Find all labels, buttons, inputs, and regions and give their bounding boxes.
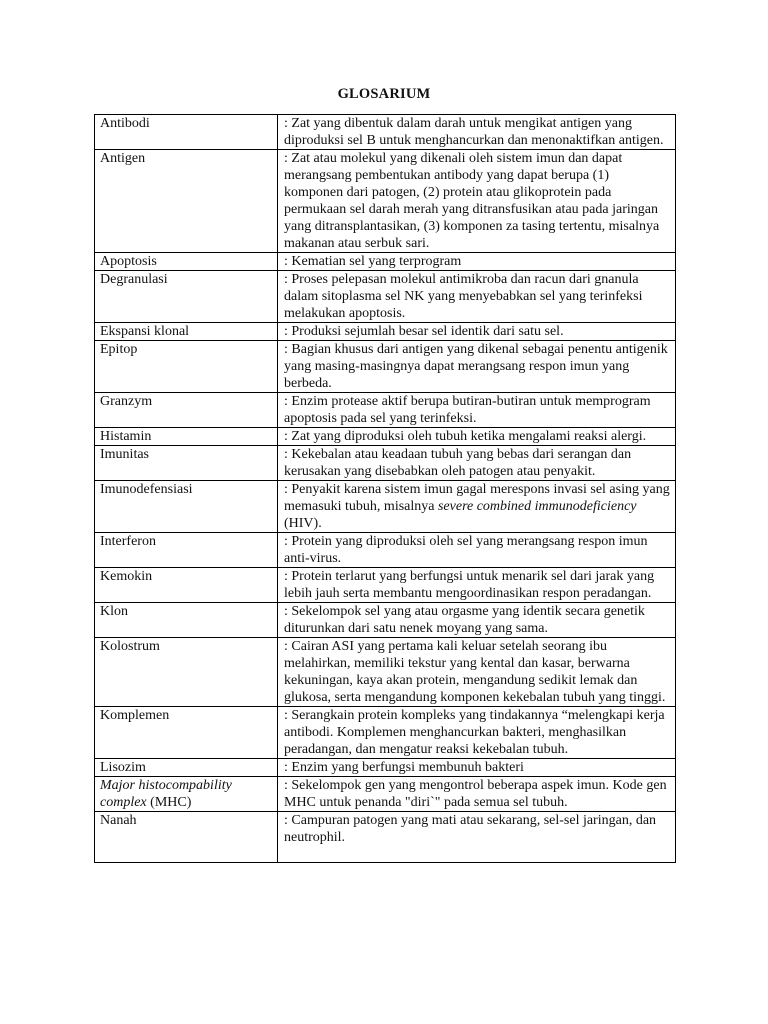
- glossary-definition: : Enzim yang berfungsi membunuh bakteri: [278, 759, 676, 777]
- glossary-term: [95, 777, 278, 812]
- glossary-term: Klon: [95, 603, 278, 638]
- glossary-term: Histamin: [95, 428, 278, 446]
- glossary-term: Antigen: [95, 150, 278, 253]
- glossary-term: Kolostrum: [95, 638, 278, 707]
- glossary-row: [95, 393, 676, 428]
- glossary-definition-part: (HIV).: [284, 516, 322, 531]
- glossary-table: [94, 114, 676, 863]
- glossary-term: Ekspansi klonal: [95, 323, 278, 341]
- glossary-definition-part: severe combined immunodeficiency: [437, 499, 637, 514]
- glossary-term-part: (MHC): [146, 795, 192, 810]
- glossary-row: [95, 568, 676, 603]
- glossary-row: [95, 341, 676, 393]
- glossary-definition: : Enzim protease aktif berupa butiran-butiran untuk memprogram apoptosis pada sel yang terinfeksi.: [278, 393, 676, 428]
- glossary-definition: : Sekelompok gen yang mengontrol beberapa aspek imun. Kode gen MHC untuk penanda "diri`" pada semua sel tubuh.: [278, 777, 676, 812]
- glossary-definition: : Bagian khusus dari antigen yang dikenal sebagai penentu antigenik yang masing-masingnya dapat merangsang respon imun yang berbeda.: [278, 341, 676, 393]
- glossary-row: [95, 446, 676, 481]
- glossary-row: [95, 271, 676, 323]
- glossary-row: [95, 638, 676, 707]
- glossary-definition: : Zat yang dibentuk dalam darah untuk mengikat antigen yang diproduksi sel B untuk menghancurkan dan menonaktifkan antigen.: [278, 115, 676, 150]
- glossary-term: Imunitas: [95, 446, 278, 481]
- glossary-definition: : Cairan ASI yang pertama kali keluar setelah seorang ibu melahirkan, memiliki tekstur yang kental dan kasar, berwarna kekuningan, kaya akan protein, mengandung sedikit lemak dan glukosa, serta mengandung komponen kekebalan tubuh yang tinggi.: [278, 638, 676, 707]
- glossary-term: Nanah: [95, 812, 278, 863]
- glossary-term: Kemokin: [95, 568, 278, 603]
- glossary-definition: : Zat yang diproduksi oleh tubuh ketika mengalami reaksi alergi.: [278, 428, 676, 446]
- glossary-definition: : Kekebalan atau keadaan tubuh yang bebas dari serangan dan kerusakan yang disebabkan oleh patogen atau penyakit.: [278, 446, 676, 481]
- glossary-term: Apoptosis: [95, 253, 278, 271]
- glossary-definition: : Campuran patogen yang mati atau sekarang, sel-sel jaringan, dan neutrophil.: [278, 812, 676, 863]
- glossary-row: [95, 481, 676, 533]
- glossary-term-part: Major histocompability complex: [100, 778, 232, 810]
- glossary-term: Antibodi: [95, 115, 278, 150]
- glossary-row: [95, 759, 676, 777]
- glossary-row: [95, 603, 676, 638]
- glossary-row: [95, 150, 676, 253]
- glossary-row: [95, 812, 676, 863]
- glossary-row: [95, 115, 676, 150]
- page-title: GLOSARIUM: [337, 86, 431, 102]
- glossary-term: Epitop: [95, 341, 278, 393]
- glossary-term: Komplemen: [95, 707, 278, 759]
- glossary-term: Degranulasi: [95, 271, 278, 323]
- glossary-definition: : Produksi sejumlah besar sel identik dari satu sel.: [278, 323, 676, 341]
- glossary-row: [95, 323, 676, 341]
- glossary-definition: : Zat atau molekul yang dikenali oleh sistem imun dan dapat merangsang pembentukan antibody yang dapat berupa (1) komponen dari patogen, (2) protein atau glikoprotein pada permukaan sel darah merah yang ditransfusikan atau pada jaringan yang ditransplantasikan, (3) komponen za tasing tertentu, misalnya makanan atau serbuk sari.: [278, 150, 676, 253]
- glossary-row: [95, 428, 676, 446]
- glossary-definition: : Proses pelepasan molekul antimikroba dan racun dari gnanula dalam sitoplasma sel NK yang menyebabkan sel yang terinfeksi melakukan apoptosis.: [278, 271, 676, 323]
- glossary-definition: [278, 481, 676, 533]
- glossary-row: [95, 533, 676, 568]
- glossary-table-body: [95, 115, 676, 863]
- glossary-row: [95, 253, 676, 271]
- glossary-row: [95, 777, 676, 812]
- glossary-term: Imunodefensiasi: [95, 481, 278, 533]
- glossary-definition: : Kematian sel yang terprogram: [278, 253, 676, 271]
- glossary-row: [95, 707, 676, 759]
- glossary-definition: : Sekelompok sel yang atau orgasme yang identik secara genetik diturunkan dari satu nenek moyang yang sama.: [278, 603, 676, 638]
- glossary-term: Interferon: [95, 533, 278, 568]
- glossary-term: Lisozim: [95, 759, 278, 777]
- glossary-definition-part: : Penyakit karena sistem imun gagal merespons invasi sel asing yang memasuki tubuh, misalnya: [284, 482, 670, 514]
- glossary-term: Granzym: [95, 393, 278, 428]
- glossary-definition: : Protein terlarut yang berfungsi untuk menarik sel dari jarak yang lebih jauh serta membantu mengoordinasikan respon peradangan.: [278, 568, 676, 603]
- glossary-definition: : Protein yang diproduksi oleh sel yang merangsang respon imun anti-virus.: [278, 533, 676, 568]
- glossary-definition: : Serangkain protein kompleks yang tindakannya “melengkapi kerja antibodi. Komplemen menghancurkan bakteri, menghasilkan peradangan, dan mengatur reaksi kekebalan tubuh.: [278, 707, 676, 759]
